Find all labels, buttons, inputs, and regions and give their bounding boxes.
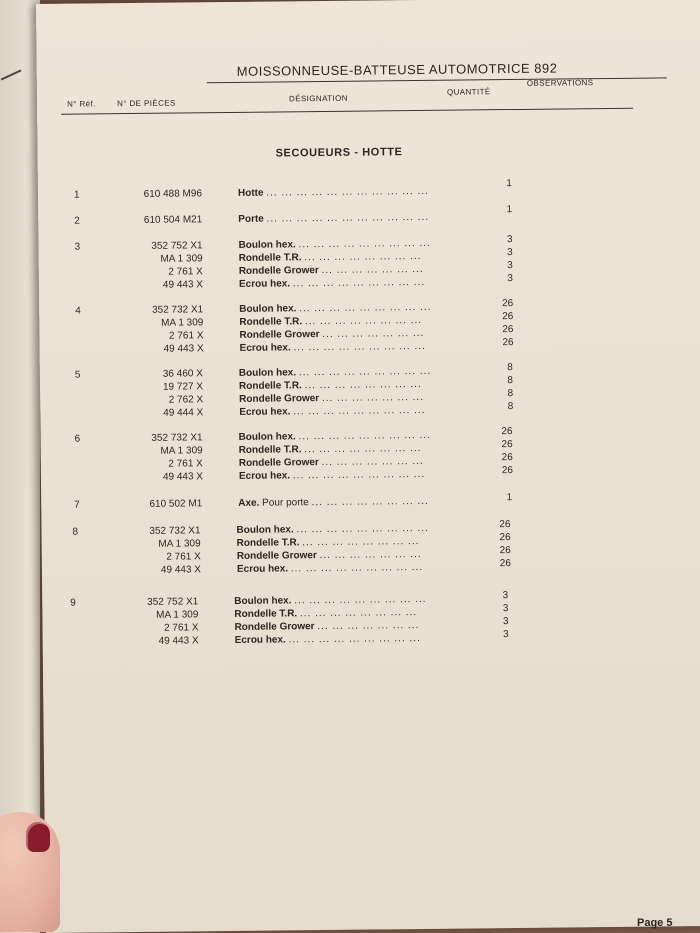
row-ref: 8 [72, 526, 79, 538]
row-part-number: 2 761 X [168, 330, 204, 342]
row-leader-dots: ... ... ... ... ... ... ... [321, 391, 425, 405]
row-designation-name: Axe. [238, 497, 260, 509]
row-part-number: 610 502 M1 [149, 498, 203, 510]
row-part-number: 49 444 X [163, 407, 204, 419]
row-part-number: MA 1 309 [160, 253, 203, 265]
row-leader-dots: ... ... ... ... ... ... ... [321, 455, 424, 469]
row-part-number: 610 504 M21 [143, 214, 203, 226]
row-designation-name: Rondelle T.R. [236, 537, 300, 549]
row-ref: 3 [74, 241, 81, 253]
row-quantity: 8 [507, 362, 513, 374]
row-designation [239, 405, 425, 418]
row-designation-name: Boulon hex. [238, 239, 296, 251]
row-part-number: 352 732 X1 [151, 304, 204, 316]
row-leader-dots: ... ... ... ... ... ... ... ... ... ... ... [266, 185, 429, 199]
row-designation [235, 633, 421, 646]
row-designation [234, 607, 417, 620]
row-quantity: 26 [501, 452, 513, 464]
row-designation-name: Ecrou hex. [238, 470, 291, 482]
row-leader-dots: ... ... ... ... ... ... ... ... [304, 250, 422, 264]
pencil-mark [1, 69, 22, 80]
row-designation-name: Hotte [237, 187, 264, 199]
row-designation-name: Ecrou hex. [239, 342, 291, 354]
row-designation [234, 620, 419, 633]
row-leader-dots: ... ... ... ... ... ... ... ... ... [298, 237, 431, 251]
section-title: SECOUEURS - HOTTE [275, 146, 403, 160]
col-header-observations: OBSERVATIONS [526, 78, 594, 88]
row-part-number: 19 727 X [162, 381, 204, 393]
row-designation [239, 277, 425, 290]
row-quantity: 26 [499, 558, 511, 570]
row-part-number: MA 1 309 [158, 538, 201, 550]
left-facing-page [0, 0, 40, 933]
row-designation-name: Rondelle Grower [239, 393, 320, 405]
row-designation [239, 392, 424, 405]
row-designation-name: Boulon hex. [238, 367, 297, 379]
row-quantity: 3 [507, 247, 513, 259]
row-designation [236, 523, 428, 536]
row-leader-dots: ... ... ... ... ... ... ... ... ... [296, 522, 429, 536]
row-designation [239, 469, 425, 482]
row-designation-name: Rondelle T.R. [239, 316, 303, 328]
row-designation-name: Rondelle Grower [239, 329, 320, 341]
row-designation [237, 536, 420, 549]
row-quantity: 8 [507, 375, 514, 387]
row-quantity: 26 [501, 439, 513, 451]
row-part-number: 36 460 X [162, 368, 203, 380]
row-part-number: 49 443 X [163, 343, 204, 355]
row-leader-dots: ... ... ... ... ... ... ... ... ... [293, 340, 426, 354]
row-designation [239, 366, 431, 379]
row-designation-name: Ecrou hex. [236, 563, 289, 575]
row-designation [239, 251, 422, 264]
row-leader-dots: ... ... ... ... ... ... ... ... ... [298, 429, 431, 443]
row-part-number: 2 762 X [168, 394, 204, 406]
row-quantity: 26 [499, 519, 511, 531]
col-header-ref: N° Réf. [67, 99, 96, 109]
row-leader-dots: ... ... ... ... ... ... ... ... ... [299, 301, 432, 315]
row-leader-dots: ... ... ... ... ... ... ... ... ... [292, 468, 426, 482]
row-designation [239, 328, 424, 341]
page-number: Page 5 [637, 917, 673, 929]
row-designation [234, 594, 426, 607]
row-quantity: 26 [501, 426, 513, 438]
row-leader-dots: ... ... ... ... ... ... ... ... [299, 607, 418, 620]
row-designation-name: Rondelle T.R. [234, 608, 298, 620]
row-quantity: 3 [507, 273, 513, 285]
row-quantity: 8 [507, 388, 514, 400]
row-quantity: 3 [507, 260, 513, 272]
row-designation-name: Ecrou hex. [239, 406, 291, 418]
row-designation [238, 212, 429, 225]
row-designation-name: Rondelle Grower [238, 457, 319, 469]
row-designation [239, 456, 424, 469]
row-leader-dots: ... ... ... ... ... ... ... ... [302, 536, 420, 549]
row-leader-dots: ... ... ... ... ... ... ... ... ... [292, 276, 426, 290]
col-header-designation: DÉSIGNATION [288, 93, 348, 104]
row-designation [239, 443, 422, 456]
row-ref: 4 [75, 305, 81, 317]
row-designation [237, 562, 423, 575]
row-designation [239, 315, 422, 328]
row-part-number: 2 761 X [164, 622, 199, 634]
row-leader-dots: ... ... ... ... ... ... ... ... [304, 442, 422, 456]
row-designation-extra: Pour porte [259, 497, 309, 509]
row-part-number: 2 761 X [168, 458, 203, 470]
row-part-number: 49 443 X [162, 279, 204, 291]
row-part-number: 2 761 X [168, 266, 203, 278]
row-part-number: 352 732 X1 [151, 432, 203, 444]
row-designation-name: Boulon hex. [236, 524, 294, 536]
row-leader-dots: ... ... ... ... ... ... ... [322, 327, 425, 341]
row-leader-dots: ... ... ... ... ... ... ... [319, 548, 422, 562]
row-leader-dots: ... ... ... ... ... ... ... ... ... [293, 404, 426, 418]
row-ref: 9 [70, 597, 76, 609]
row-designation [240, 341, 426, 354]
row-quantity: 1 [506, 204, 513, 216]
row-ref: 2 [74, 215, 80, 227]
header-rule-bottom [61, 108, 633, 115]
row-leader-dots: ... ... ... ... ... ... ... [317, 620, 420, 633]
row-quantity: 3 [502, 616, 509, 628]
row-part-number: 2 761 X [166, 551, 201, 563]
row-quantity: 3 [502, 603, 509, 615]
row-quantity: 26 [501, 298, 514, 310]
row-part-number: 49 443 X [158, 635, 199, 647]
row-quantity: 3 [506, 234, 513, 246]
row-designation [237, 549, 422, 562]
row-ref: 5 [74, 369, 81, 381]
row-designation-name: Ecrou hex. [234, 634, 286, 646]
row-designation [239, 379, 422, 392]
row-designation-name: Rondelle Grower [234, 621, 315, 633]
row-ref: 7 [74, 499, 80, 511]
row-designation [238, 238, 430, 251]
row-designation-name: Boulon hex. [238, 431, 296, 443]
row-designation-name: Ecrou hex. [238, 278, 291, 290]
row-designation-name: Rondelle T.R. [238, 380, 302, 392]
row-designation-name: Boulon hex. [234, 595, 292, 607]
row-quantity: 26 [499, 545, 511, 557]
col-header-quantite: QUANTITÉ [446, 87, 491, 97]
row-leader-dots: ... ... ... ... ... ... ... ... [311, 495, 429, 509]
row-quantity: 8 [507, 401, 514, 413]
row-leader-dots: ... ... ... ... ... ... ... ... ... [290, 561, 424, 575]
row-quantity: 3 [503, 629, 509, 641]
row-designation [239, 264, 424, 277]
row-quantity: 26 [501, 465, 513, 477]
row-part-number: MA 1 309 [161, 317, 204, 329]
row-leader-dots: ... ... ... ... ... ... ... [321, 263, 424, 277]
row-ref: 1 [73, 189, 80, 201]
row-part-number: 352 732 X1 [149, 525, 201, 537]
row-quantity: 26 [499, 532, 511, 544]
row-designation-name: Rondelle T.R. [238, 444, 302, 456]
col-header-pieces: N° DE PIÈCES [117, 98, 176, 109]
row-designation [238, 430, 430, 443]
row-part-number: 352 752 X1 [147, 596, 199, 608]
row-leader-dots: ... ... ... ... ... ... ... ... [304, 378, 422, 392]
row-designation-name: Boulon hex. [239, 303, 297, 315]
row-quantity: 26 [502, 337, 514, 349]
row-part-number: MA 1 309 [156, 609, 199, 621]
row-leader-dots: ... ... ... ... ... ... ... ... [304, 314, 423, 328]
row-designation-name: Porte [238, 213, 264, 225]
catalog-page [36, 0, 700, 933]
row-part-number: 49 443 X [160, 564, 201, 576]
row-leader-dots: ... ... ... ... ... ... ... ... ... [288, 633, 421, 646]
row-part-number: 610 488 M96 [143, 188, 203, 200]
row-ref: 6 [74, 433, 81, 445]
row-quantity: 26 [502, 324, 514, 336]
row-quantity: 26 [502, 311, 514, 323]
row-designation [239, 302, 431, 315]
row-designation-name: Rondelle Grower [238, 265, 319, 277]
row-quantity: 1 [506, 178, 512, 190]
page-title: MOISSONNEUSE-BATTEUSE AUTOMOTRICE 892 [236, 60, 558, 79]
row-quantity: 3 [502, 590, 509, 602]
row-part-number: 352 752 X1 [151, 240, 203, 252]
row-part-number: 49 443 X [162, 471, 204, 483]
row-leader-dots: ... ... ... ... ... ... ... ... ... ... ... [266, 211, 430, 225]
row-designation [238, 186, 429, 199]
row-quantity: 1 [506, 492, 513, 504]
row-part-number: MA 1 309 [160, 445, 203, 457]
row-designation [238, 496, 429, 509]
row-leader-dots: ... ... ... ... ... ... ... ... ... [298, 365, 432, 379]
row-designation-name: Rondelle T.R. [238, 252, 302, 264]
row-designation-name: Rondelle Grower [236, 550, 317, 562]
row-leader-dots: ... ... ... ... ... ... ... ... ... [294, 593, 427, 607]
fingernail [26, 822, 50, 852]
